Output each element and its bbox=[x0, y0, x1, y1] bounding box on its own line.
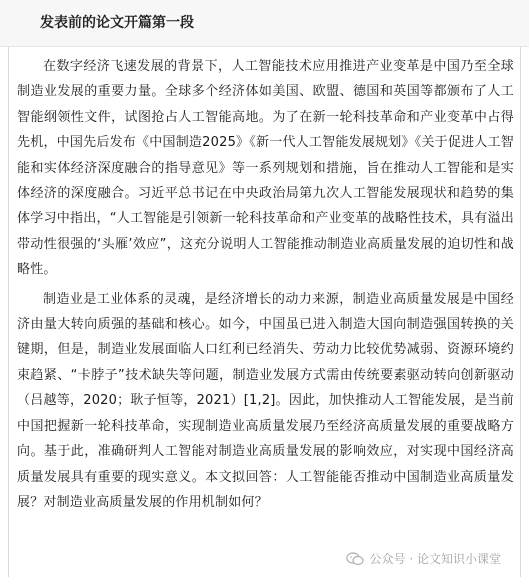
paragraph-2: 制造业是工业体系的灵魂，是经济增长的动力来源，制造业高质量发展是中国经济由量大转向质强的基础和核心。如今，中国虽已进入制造大国向制造强国转换的关键期，但是，制造业发展面临人口红利已经消失、劳动力比较优势减弱、资源环境约束趋紧、“卡脖子”技术缺失等问题，制造业发展方式需由传统要素驱动转向创新驱动（吕越等，2020；耿子恒等，2021）[1,2]。因此，加快推动人工智能发展，是当前中国把握新一轮科技革命，实现制造业高质量发展乃至经济高质量发展的重要战略方向。基于此，准确研判人工智能对制造业高质量发展的影响效应，对实现中国经济高质量发展具有重要的现实意义。本文拟回答：人工智能能否推动中国制造业高质量发展？对制造业高质量发展的作用机制如何？ bbox=[17, 291, 514, 510]
watermark-text: 公众号 · 论文知识小课堂 bbox=[369, 552, 501, 566]
article-title: 发表前的论文开篇第一段 bbox=[40, 15, 194, 31]
wechat-icon bbox=[346, 552, 364, 566]
article-body bbox=[17, 54, 514, 515]
watermark bbox=[344, 550, 503, 567]
right-border bbox=[520, 47, 521, 577]
paragraph-1: 在数字经济飞速发展的背景下，人工智能技术应用推进产业变革是中国乃至全球制造业发展的重要力量。全球多个经济体如美国、欧盟、德国和英国等都颁布了人工智能纲领性文件，试图抢占人工智能高地。为了在新一轮科技革命和产业变革中占得先机，中国先后发布《中国制造2025》《新一代人工智能发展规划》《关于促进人工智能和实体经济深度融合的指导意见》等一系列规划和措施，旨在推动人工智能和是实体经济的深度融合。习近平总书记在中央政治局第九次人工智能发展现状和趋势的集体学习中指出，“人工智能是引领新一轮科技革命和产业变革的战略性技术，具有溢出带动性很强的‘头雁’效应”，这充分说明人工智能推动制造业高质量发展的迫切性和战略性。 bbox=[17, 59, 514, 278]
left-border bbox=[8, 47, 9, 577]
article-header bbox=[0, 0, 529, 47]
